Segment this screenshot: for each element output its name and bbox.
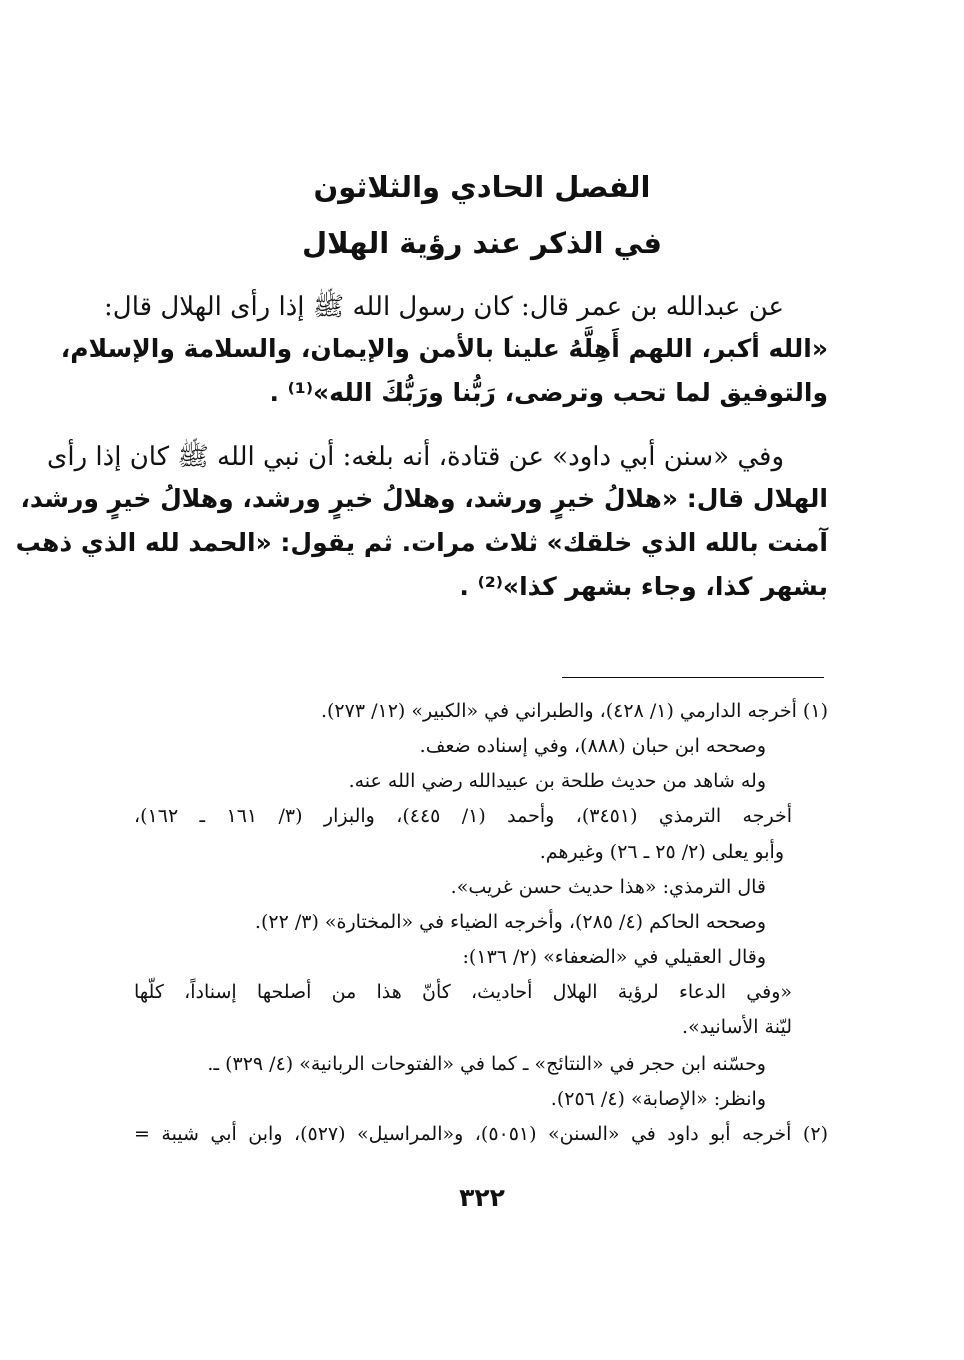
paragraph2-line4: بشهر كذا، وجاء بشهر كذا»⁽²⁾ . xyxy=(459,572,828,601)
footnote-2-line1: (٢) أخرجه أبو داود في «السنن» (٥٠٥١)، و«المراسيل» (٥٢٧)، وابن أبي شيبة = xyxy=(134,1123,828,1145)
footnote-1-line5: وأبو يعلى (٢/ ٢٥ ـ ٢٦) وغيرهم. xyxy=(539,841,784,863)
footnote-1-line10: ليّنة الأسانيد». xyxy=(682,1016,792,1038)
paragraph2-line3: آمنت بالله الذي خلقك» ثلاث مرات. ثم يقول: «الحمد لله الذي ذهب xyxy=(15,528,828,557)
footnote-1-line11: وحسّنه ابن حجر في «النتائج» ـ كما في «الفتوحات الربانية» (٤/ ٣٢٩) ـ. xyxy=(207,1053,766,1075)
footnote-1-line1: (١) أخرجه الدارمي (١/ ٤٢٨)، والطبراني في «الكبير» (١٢/ ٢٧٣). xyxy=(320,700,828,722)
footnote-1-line8: وقال العقيلي في «الضعفاء» (٢/ ١٣٦): xyxy=(462,946,766,968)
footnote-1-line2: وصححه ابن حبان (٨٨٨)، وفي إسناده ضعف. xyxy=(419,735,766,757)
paragraph2-line1: وفي «سنن أبي داود» عن قتادة، أنه بلغه: أن نبي الله ﷺ كان إذا رأى xyxy=(47,442,784,472)
chapter-subtitle: في الذكر عند رؤية الهلال xyxy=(302,226,662,260)
footnote-1-line3: وله شاهد من حديث طلحة بن عبيدالله رضي الله عنه. xyxy=(348,770,766,792)
footnote-1-line12: وانظر: «الإصابة» (٤/ ٢٥٦). xyxy=(550,1088,766,1110)
chapter-title: الفصل الحادي والثلاثون xyxy=(313,170,651,204)
paragraph2-line2: الهلال قال: «هلالُ خيرٍ ورشد، وهلالُ خيرٍ ورشد، وهلالُ خيرٍ ورشد، xyxy=(20,484,828,513)
footnote-1-line6: قال الترمذي: «هذا حديث حسن غريب». xyxy=(450,876,766,898)
paragraph1-line1: عن عبدالله بن عمر قال: كان رسول الله ﷺ إذا رأى الهلال قال: xyxy=(104,292,784,322)
footnote-1-line4: أخرجه الترمذي (٣٤٥١)، وأحمد (١/ ٤٤٥)، والبزار (٣/ ١٦١ ـ ١٦٢)، xyxy=(134,805,792,827)
page-number: ٣٢٢ xyxy=(459,1183,505,1212)
footnote-1-line7: وصححه الحاكم (٤/ ٢٨٥)، وأخرجه الضياء في «المختارة» (٣/ ٢٢). xyxy=(254,911,766,933)
paragraph1-line2: «الله أكبر، اللهم أَهِلَّهُ علينا بالأمن والإيمان، والسلامة والإسلام، xyxy=(60,334,828,363)
footnote-1-line9: «وفي الدعاء لرؤية الهلال أحاديث، كأنّ هذا من أصلحها إسناداً، كلّها xyxy=(134,981,792,1003)
paragraph1-line3: والتوفيق لما تحب وترضى، رَبُّنا ورَبُّكَ الله»⁽¹⁾ . xyxy=(269,378,828,407)
footnote-separator xyxy=(562,677,824,678)
